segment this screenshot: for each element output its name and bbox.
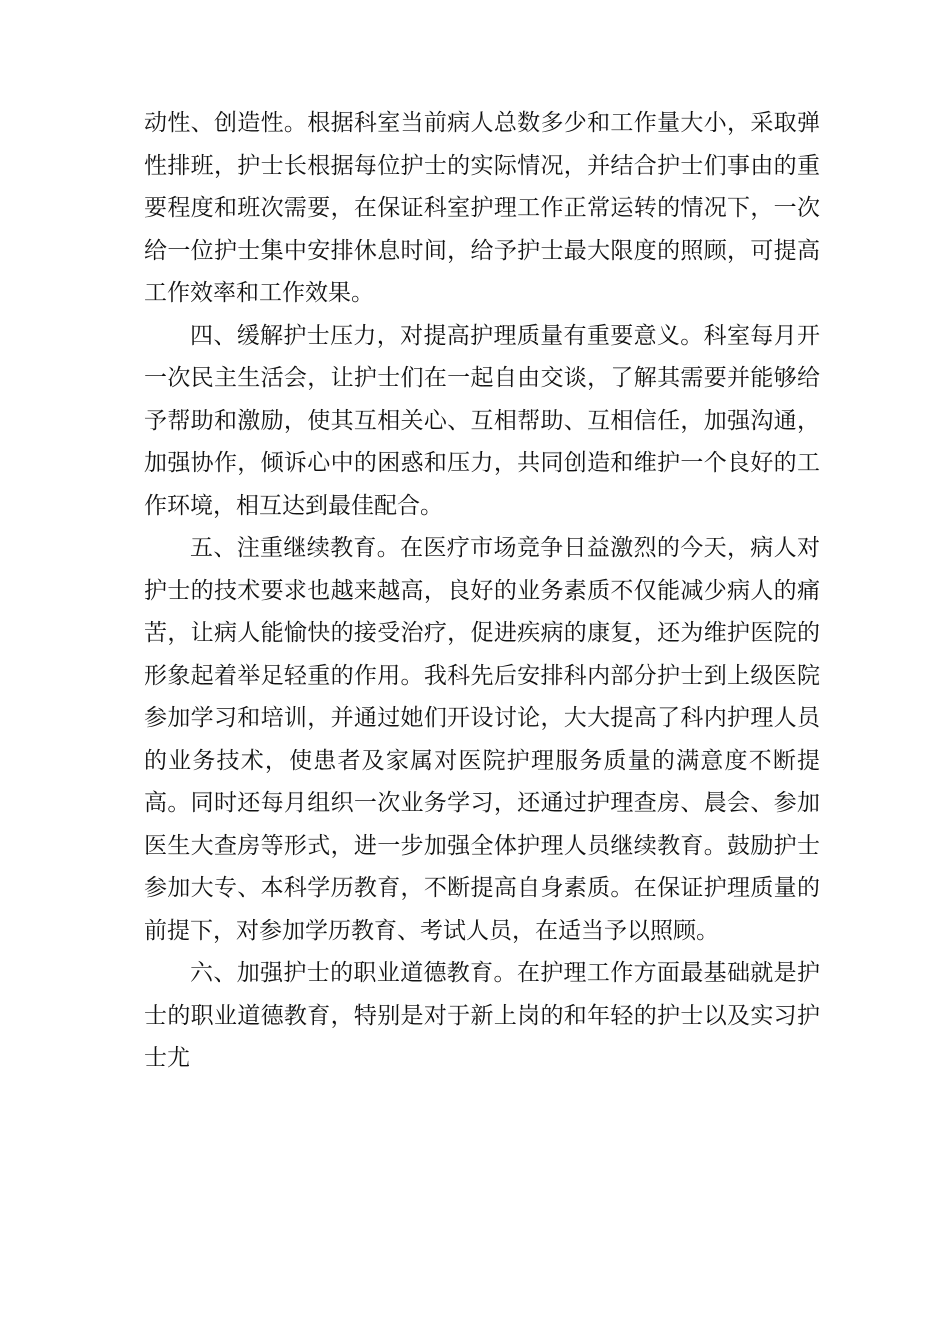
paragraph-section-six: 六、加强护士的职业道德教育。在护理工作方面最基础就是护士的职业道德教育，特别是对于新上岗的和年轻的护士以及实习护士尤 [144,960,820,1071]
document-body [144,102,820,1080]
paragraph-continuation: 动性、创造性。根据科室当前病人总数多少和工作量大小，采取弹性排班，护士长根据每位护士的实际情况，并结合护士们事由的重要程度和班次需要，在保证科室护理工作正常运转的情况下，一次给一位护士集中安排休息时间，给予护士最大限度的照顾，可提高工作效率和工作效果。 [144,110,820,306]
paragraph-section-four: 四、缓解护士压力，对提高护理质量有重要意义。科室每月开一次民主生活会，让护士们在一起自由交谈，了解其需要并能够给予帮助和激励，使其互相关心、互相帮助、互相信任，加强沟通，加强协作，倾诉心中的困惑和压力，共同创造和维护一个良好的工作环境，相互达到最佳配合。 [144,322,820,519]
paragraph-section-five: 五、注重继续教育。在医疗市场竞争日益激烈的今天，病人对护士的技术要求也越来越高，良好的业务素质不仅能减少病人的痛苦，让病人能愉快的接受治疗，促进疾病的康复，还为维护医院的形象起着举足轻重的作用。我科先后安排科内部分护士到上级医院参加学习和培训，并通过她们开设讨论，大大提高了科内护理人员的业务技术，使患者及家属对医院护理服务质量的满意度不断提高。同时还每月组织一次业务学习，还通过护理查房、晨会、参加医生大查房等形式，进一步加强全体护理人员继续教育。鼓励护士参加大专、本科学历教育，不断提高自身素质。在保证护理质量的前提下，对参加学历教育、考试人员，在适当予以照顾。 [144,535,820,944]
